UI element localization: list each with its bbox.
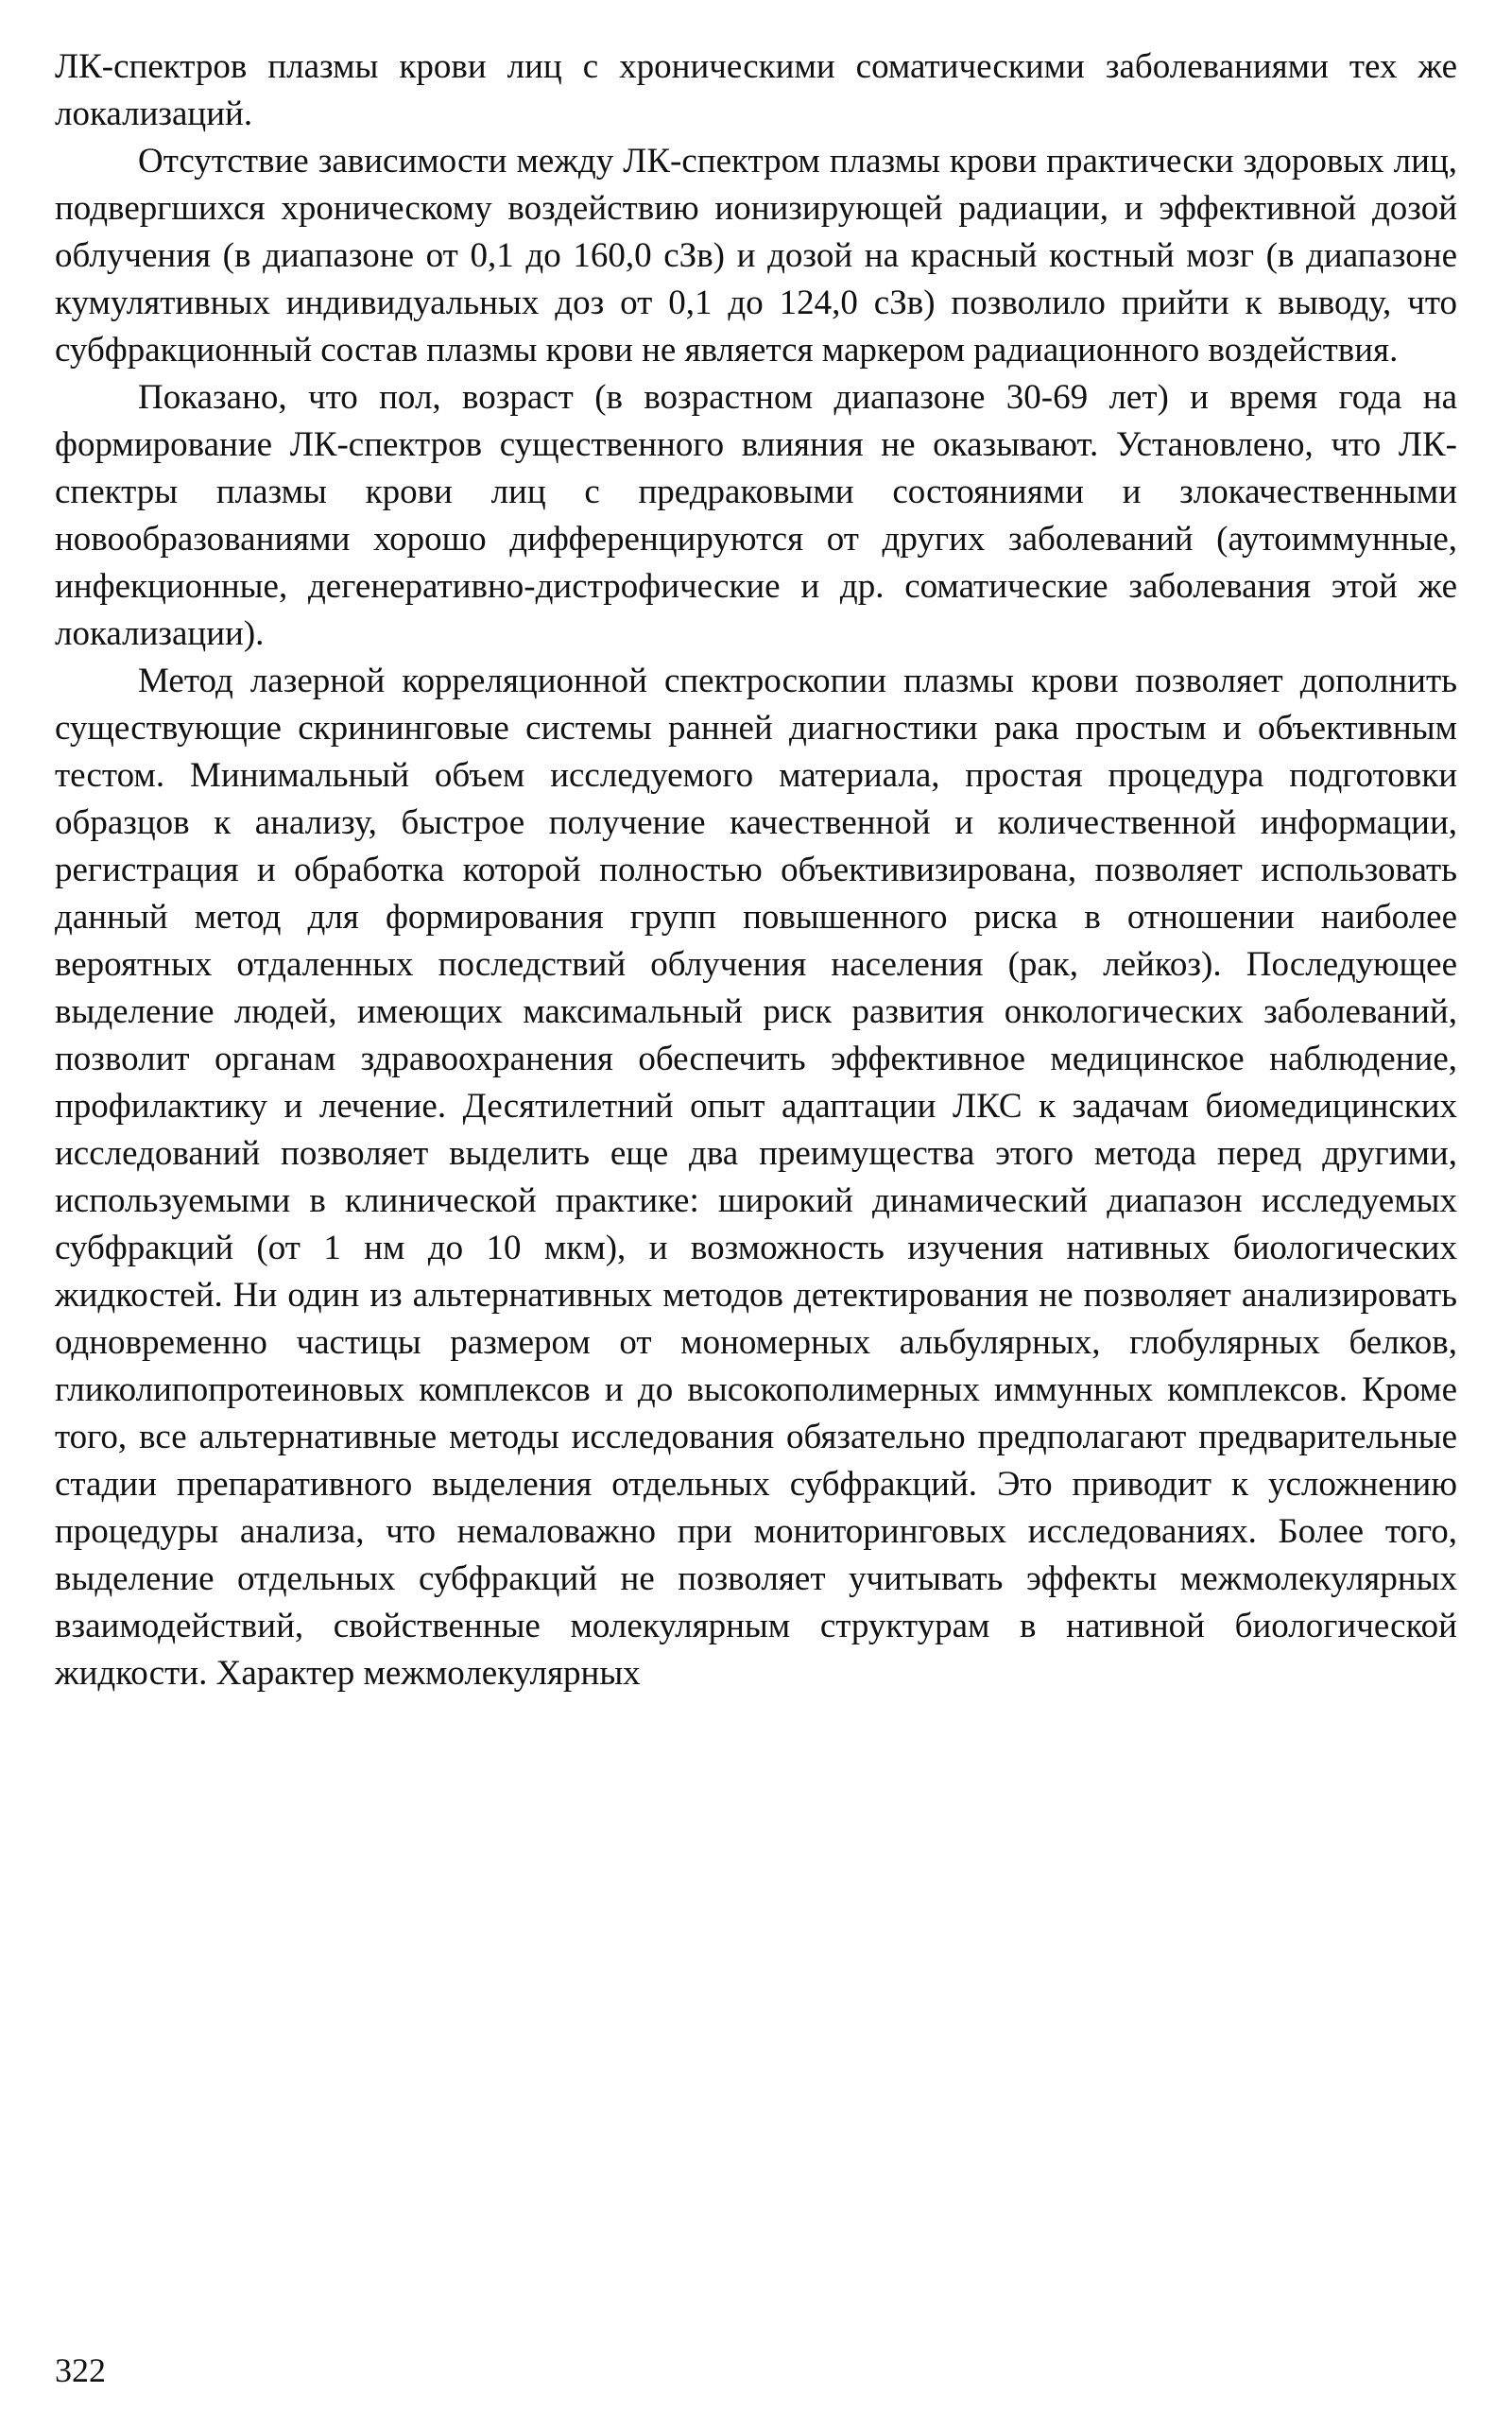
paragraph-continuation: ЛК-спектров плазмы крови лиц с хроническими соматическими заболеваниями тех же локализаций.: [55, 47, 1457, 133]
paragraph-sex-age-season: Показано, что пол, возраст (в возрастном диапазоне 30-69 лет) и время года на формирование ЛК-спектров существенного влияния не оказывают. Установлено, что ЛК-спектры плазмы крови лиц с предраковыми состояниями и злокачественными новообразованиями хорошо дифференцируются от других заболеваний (аутоиммунные, инфекционные, дегенеративно-дистрофические и др. соматические заболевания этой же локализации).: [55, 378, 1457, 653]
paragraph-lcs-method: Метод лазерной корреляционной спектроскопии плазмы крови позволяет дополнить существующие скрининговые системы ранней диагностики рака простым и объективным тестом. Минимальный объем исследуемого материала, простая процедура подготовки образцов к анализу, быстрое получение качественной и количественной информации, регистрация и обработка которой полностью объективизирована, позволяет использовать данный метод для формирования групп повышенного риска в отношении наиболее вероятных отдаленных последствий облучения населения (рак, лейкоз). Последующее выделение людей, имеющих максимальный риск развития онкологических заболеваний, позволит органам здравоохранения обеспечить эффективное медицинское наблюдение, профилактику и лечение. Десятилетний опыт адаптации ЛКС к задачам биомедицинских исследований позволяет выделить еще два преимущества этого метода перед другими, используемыми в клинической практике: широкий динамический диапазон исследуемых субфракций (от 1 нм до 10 мкм), и возможность изучения нативных биологических жидкостей. Ни один из альтернативных методов детектирования не позволяет анализировать одновременно частицы размером от мономерных альбулярных, глобулярных белков, гликолипопротеиновых комплексов и до высокополимерных иммунных комплексов. Кроме того, все альтернативные методы исследования обязательно предполагают предварительные стадии препаративного выделения отдельных субфракций. Это приводит к усложнению процедуры анализа, что немаловажно при мониторинговых исследованиях. Более того, выделение отдельных субфракций не позволяет учитывать эффекты межмолекулярных взаимодействий, свойственные молекулярным структурам в нативной биологической жидкости. Характер межмолекулярных: [55, 662, 1457, 1693]
body-text: [55, 43, 1457, 1697]
page-number: 322: [55, 2351, 106, 2389]
paragraph-radiation-marker: Отсутствие зависимости между ЛК-спектром плазмы крови практически здоровых лиц, подвергшихся хроническому воздействию ионизирующей радиации, и эффективной дозой облучения (в диапазоне от 0,1 до 160,0 сЗв) и дозой на красный костный мозг (в диапазоне кумулятивных индивидуальных доз от 0,1 до 124,0 сЗв) позволило прийти к выводу, что субфракционный состав плазмы крови не является маркером радиационного воздействия.: [55, 142, 1457, 370]
